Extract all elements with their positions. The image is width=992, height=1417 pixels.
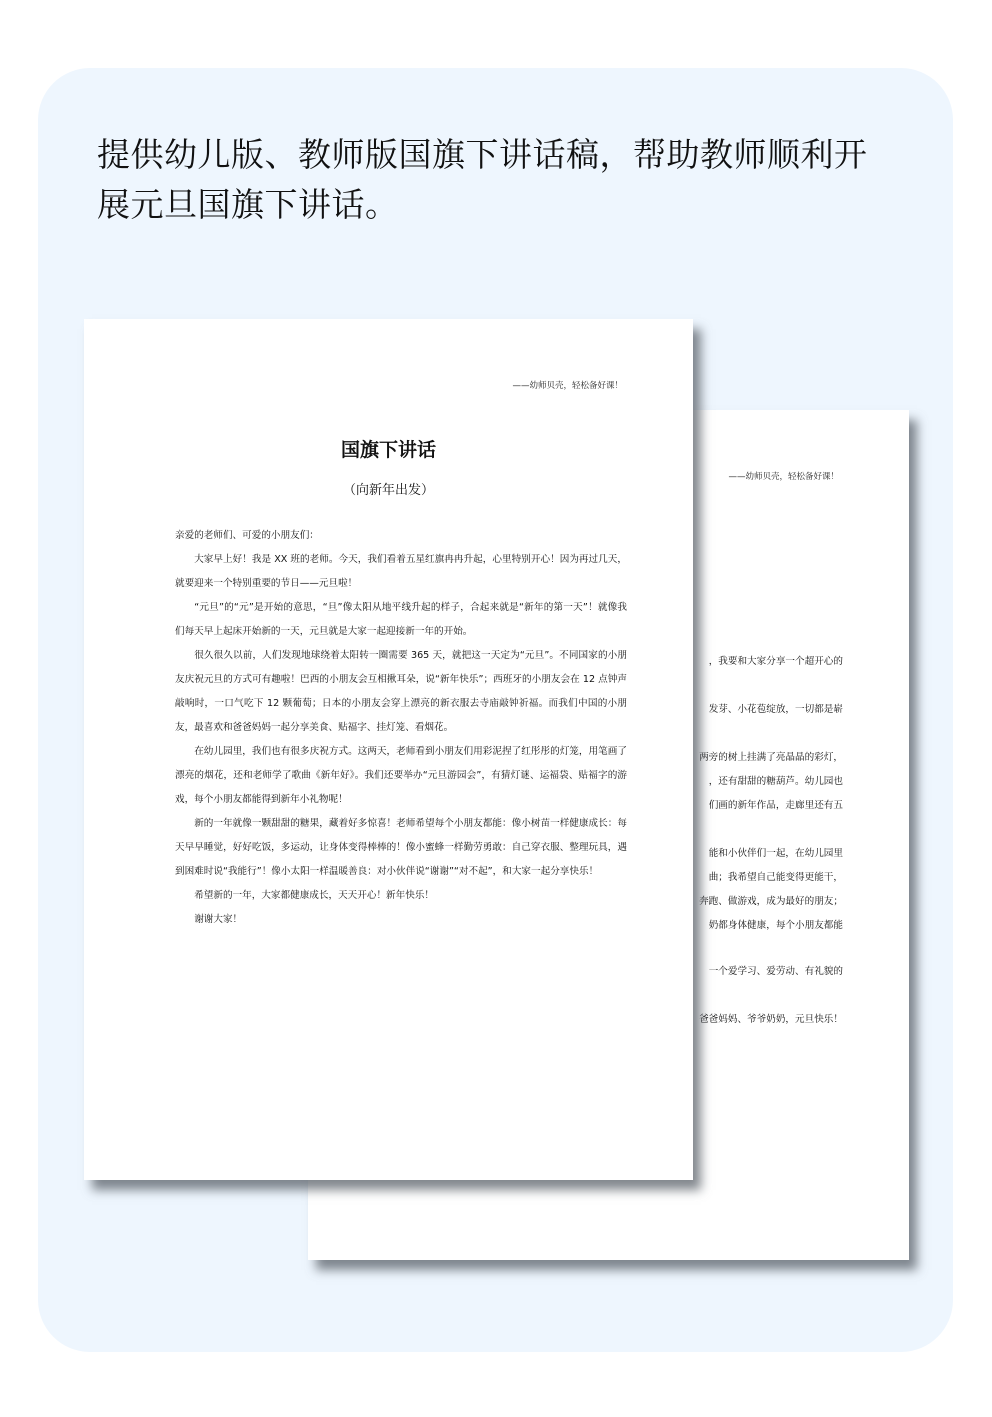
text-line: 能和小伙伴们一起，在幼儿园里 <box>708 848 843 859</box>
paragraph: 希望新的一年，大家都健康成长，天天开心！新年快乐！ <box>194 890 435 901</box>
text-line: 爸爸妈妈、爷爷奶奶，元旦快乐！ <box>699 1014 843 1025</box>
text-line: 曲；我希望自己能变得更能干， <box>708 872 843 883</box>
document-subtitle: （向新年出发） <box>342 483 434 498</box>
headline: 提供幼儿版、教师版国旗下讲话稿，帮助教师顺利开展元旦国旗下讲话。 <box>97 135 868 224</box>
text-line: 一个爱学习、爱劳动、有礼貌的 <box>708 966 843 977</box>
page-tagline: ——幼师贝壳，轻松备好课！ <box>512 381 623 391</box>
text-line: ，我要和大家分享一个超开心的 <box>708 656 843 667</box>
document-body <box>175 524 627 932</box>
document-title: 国旗下讲话 <box>340 439 436 461</box>
text-line: ，还有甜甜的糖葫芦。幼儿园也 <box>708 776 843 787</box>
paragraph: 谢谢大家！ <box>194 914 243 925</box>
document-page-front <box>84 319 693 1180</box>
paragraph: 大家早上好！我是 XX 班的老师。今天，我们看着五星红旗冉冉升起，心里特别开心！因为再过几天，就要迎来一个特别重要的节日——元旦啦！ <box>175 554 627 589</box>
paragraph: 在幼儿园里，我们也有很多庆祝方式。这两天，老师看到小朋友们用彩泥捏了红彤彤的灯笼，用笔画了漂亮的烟花，还和老师学了歌曲《新年好》。我们还要举办“元旦游园会”，有猜灯谜、运福袋、贴福字的游戏，每个小朋友都能得到新年小礼物呢！ <box>175 746 627 805</box>
text-line: 发芽、小花苞绽放，一切都是崭 <box>708 704 843 715</box>
text-line: 们画的新年作品，走廊里还有五 <box>708 800 843 811</box>
paragraph: 新的一年就像一颗甜甜的糖果，藏着好多惊喜！老师希望每个小朋友都能：像小树苗一样健康成长：每天早早睡觉，好好吃饭，多运动，让身体变得棒棒的！像小蜜蜂一样勤劳勇敢：自己穿衣服、整理玩具，遇到困难时说“我能行”！像小太阳一样温暖善良：对小伙伴说“谢谢”“对不起”，和大家一起分享快乐！ <box>175 818 627 877</box>
paragraph: 很久很久以前，人们发现地球绕着太阳转一圈需要 365 天，就把这一天定为“元旦”。不同国家的小朋友庆祝元旦的方式可有趣啦！巴西的小朋友会互相揪耳朵，说“新年快乐”；西班牙的小朋友会在 12 点钟声敲响时，一口气吃下 12 颗葡萄；日本的小朋友会穿上漂亮的新衣服去寺庙敲钟祈福。而我们中国的小朋友，最喜欢和爸爸妈妈一起分享美食、贴福字、挂灯笼、看烟花。 <box>175 650 627 733</box>
page-tagline: ——幼师贝壳，轻松备好课！ <box>728 472 839 482</box>
text-line: 两旁的树上挂满了亮晶晶的彩灯， <box>699 752 843 763</box>
salutation: 亲爱的老师们、可爱的小朋友们： <box>175 530 319 541</box>
text-line: 奔跑、做游戏，成为最好的朋友； <box>699 896 843 907</box>
text-line: 奶都身体健康，每个小朋友都能 <box>708 920 843 931</box>
paragraph: “元旦”的“元”是开始的意思，“旦”像太阳从地平线升起的样子，合起来就是“新年的第一天”！就像我们每天早上起床开始新的一天，元旦就是大家一起迎接新一年的开始。 <box>175 602 627 637</box>
